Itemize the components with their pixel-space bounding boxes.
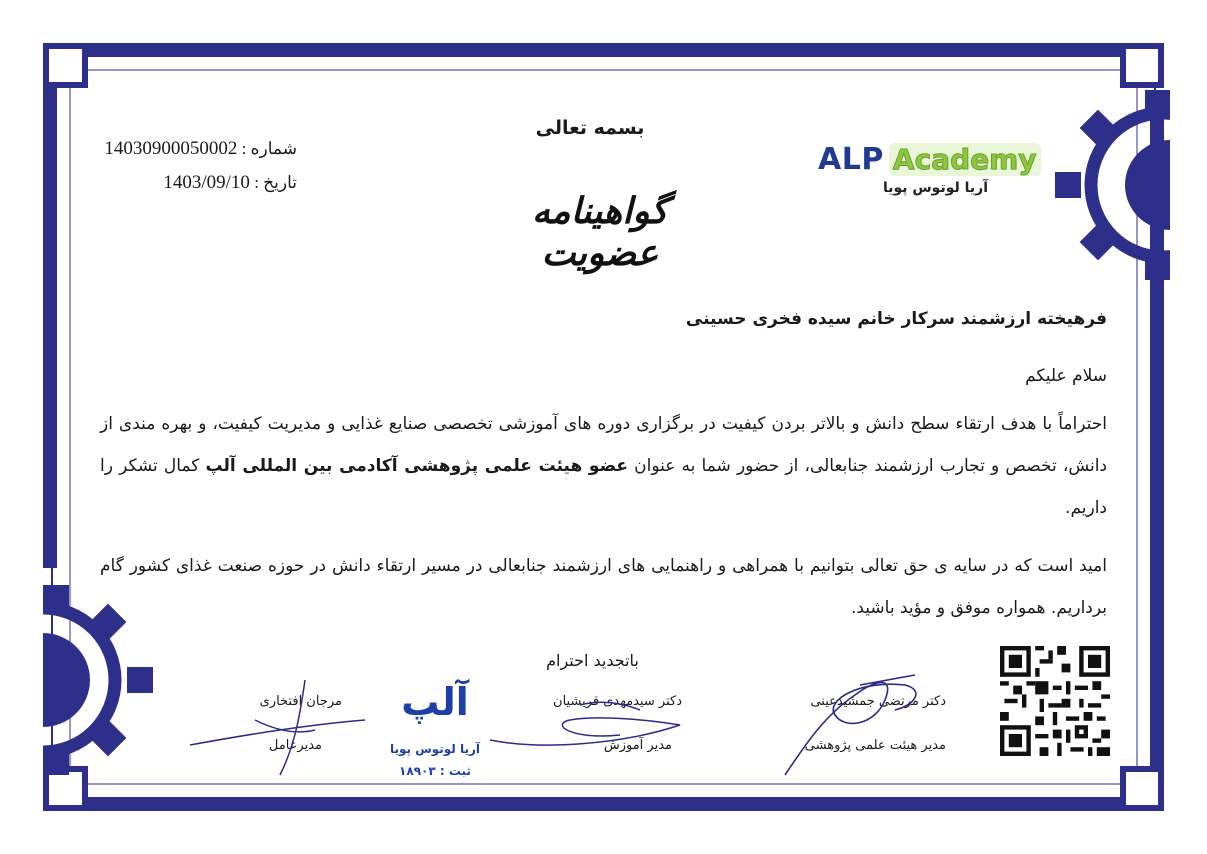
signature-3 bbox=[185, 675, 375, 785]
gear-icon bbox=[1045, 85, 1170, 285]
stamp-name: آلپ bbox=[401, 680, 469, 724]
certificate-number bbox=[75, 138, 297, 160]
logo-academy: Academy bbox=[889, 143, 1041, 176]
date-value: 1403/09/10 bbox=[163, 172, 250, 193]
greeting: سلام علیکم bbox=[1025, 366, 1107, 386]
body-paragraph-1 bbox=[100, 403, 1107, 529]
signatory-role: مدیر آموزش bbox=[603, 738, 672, 753]
certificate-date bbox=[75, 172, 297, 194]
logo-brand: ALP bbox=[818, 142, 884, 177]
signatory-role: مدیرعامل bbox=[268, 738, 322, 753]
signatory-name: دکتر مرتضی جمشیدعینی bbox=[810, 694, 946, 709]
signature-2 bbox=[480, 680, 700, 760]
signature-1 bbox=[765, 655, 945, 785]
brand-logo bbox=[818, 142, 1041, 177]
closing: باتجدید احترام bbox=[546, 651, 639, 670]
signatory-role: مدیر هیئت علمی پژوهشی bbox=[804, 738, 946, 753]
paragraph1-part2: کمال تشکر را داریم. bbox=[100, 456, 1107, 518]
bismillah: بسمه تعالی bbox=[535, 117, 645, 139]
logo-subtitle: آریا لوتوس پویا bbox=[882, 180, 988, 196]
body-paragraph-2: امید است که در سایه ی حق تعالی بتوانیم با همراهی و راهنمایی های ارزشمند جنابعالی در مسیر ارتقاء دانش در حوزه صنعت غذای کشور گام برداریم. همواره موفق و مؤید باشید. bbox=[100, 556, 1107, 618]
signatory-name: مرجان افتخاری bbox=[259, 694, 342, 709]
stamp-registration: ثبت : ۱۸۹۰۳ bbox=[399, 764, 471, 778]
stamp-company: آریا لوتوس پویا bbox=[389, 742, 481, 756]
number-value: 14030900050002 bbox=[104, 138, 238, 159]
qr-code-icon bbox=[1000, 646, 1110, 756]
page-title: گواهینامه عضویت bbox=[531, 190, 668, 274]
date-label: تاریخ : bbox=[254, 173, 297, 192]
paragraph1-highlight: عضو هیئت علمی پژوهشی آکادمی بین المللی آلپ bbox=[205, 456, 628, 476]
paragraph1-part1: احتراماً با هدف ارتقاء سطح دانش و بالاتر بردن کیفیت در برگزاری دوره های آموزشی تخصصی صنایع غذایی و مدیریت کیفیت، و بهره مندی از دانش، تخصص و تجارب ارزشمند جنابعالی، از حضور شما به عنوان bbox=[100, 414, 1108, 476]
signatory-name: دکتر سیدمهدی قریشیان bbox=[553, 694, 682, 709]
recipient: فرهیخته ارزشمند سرکار خانم سیده فخری حسینی bbox=[685, 309, 1107, 329]
number-label: شماره : bbox=[241, 139, 297, 158]
